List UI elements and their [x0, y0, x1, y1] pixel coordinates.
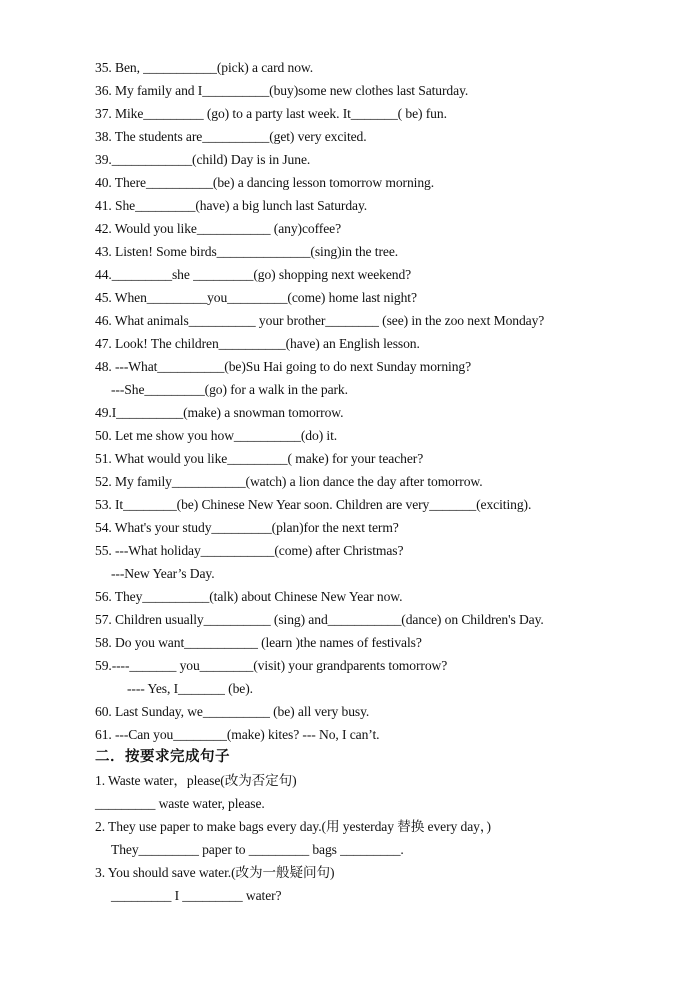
exercise-item: 61. ---Can you________(make) kites? --- No, I can’t. — [95, 727, 380, 742]
exercise-item: 36. My family and I__________(buy)some new clothes last Saturday. — [95, 83, 469, 98]
exercise-item: 45. When_________you_________(come) home last night? — [95, 290, 417, 305]
exercise-item: 35. Ben, ___________(pick) a card now. — [95, 60, 314, 75]
exercise-item: 57. Children usually__________ (sing) and___________(dance) on Children's Day. — [95, 612, 544, 627]
exercise-item: 59.----_______ you________(visit) your grandparents tomorrow? — [95, 658, 448, 673]
exercise-item: 38. The students are__________(get) very excited. — [95, 129, 367, 144]
section-2-line: 2. They use paper to make bags every day.(用 yesterday 替换 every day，) — [95, 819, 491, 834]
section-2-line: 1. Waste water，please(改为否定句) — [95, 773, 297, 788]
exercise-item: 44._________she _________(go) shopping next weekend? — [95, 267, 412, 282]
exercise-item: 37. Mike_________ (go) to a party last week. It_______( be) fun. — [95, 106, 447, 121]
exercise-item: ---- Yes, I_______ (be). — [127, 681, 253, 696]
exercise-list — [95, 56, 655, 746]
exercise-item: 46. What animals__________ your brother________ (see) in the zoo next Monday? — [95, 313, 545, 328]
worksheet-content — [95, 56, 655, 907]
exercise-item: 60. Last Sunday, we__________ (be) all very busy. — [95, 704, 370, 719]
section-2-line: _________ waste water, please. — [95, 796, 265, 811]
exercise-item: ---She_________(go) for a walk in the park. — [111, 382, 348, 397]
section-2-list — [95, 769, 655, 907]
exercise-item: 49.I__________(make) a snowman tomorrow. — [95, 405, 344, 420]
section-2-line: They_________ paper to _________ bags _________. — [111, 842, 404, 857]
exercise-item: 41. She_________(have) a big lunch last Saturday. — [95, 198, 368, 213]
exercise-item: 43. Listen! Some birds______________(sing)in the tree. — [95, 244, 399, 259]
exercise-item: 58. Do you want___________ (learn )the names of festivals? — [95, 635, 422, 650]
exercise-item: 50. Let me show you how__________(do) it. — [95, 428, 338, 443]
exercise-item: 40. There__________(be) a dancing lesson tomorrow morning. — [95, 175, 435, 190]
exercise-item: 52. My family___________(watch) a lion dance the day after tomorrow. — [95, 474, 483, 489]
exercise-item: ---New Year’s Day. — [111, 566, 215, 581]
exercise-item: 39.____________(child) Day is in June. — [95, 152, 311, 167]
exercise-item: 47. Look! The children__________(have) an English lesson. — [95, 336, 420, 351]
exercise-item: 42. Would you like___________ (any)coffee? — [95, 221, 342, 236]
exercise-item: 54. What's your study_________(plan)for the next term? — [95, 520, 399, 535]
exercise-item: 55. ---What holiday___________(come) after Christmas? — [95, 543, 404, 558]
section-2-line: 3. You should save water.(改为一般疑问句) — [95, 865, 335, 880]
section-2-line: _________ I _________ water? — [111, 888, 282, 903]
exercise-item: 48. ---What__________(be)Su Hai going to do next Sunday morning? — [95, 359, 472, 374]
exercise-item: 56. They__________(talk) about Chinese New Year now. — [95, 589, 403, 604]
section-2-heading: 二．按要求完成句子 — [95, 749, 230, 765]
exercise-item: 53. It________(be) Chinese New Year soon. Children are very_______(exciting). — [95, 497, 532, 512]
exercise-item: 51. What would you like_________( make) for your teacher? — [95, 451, 424, 466]
